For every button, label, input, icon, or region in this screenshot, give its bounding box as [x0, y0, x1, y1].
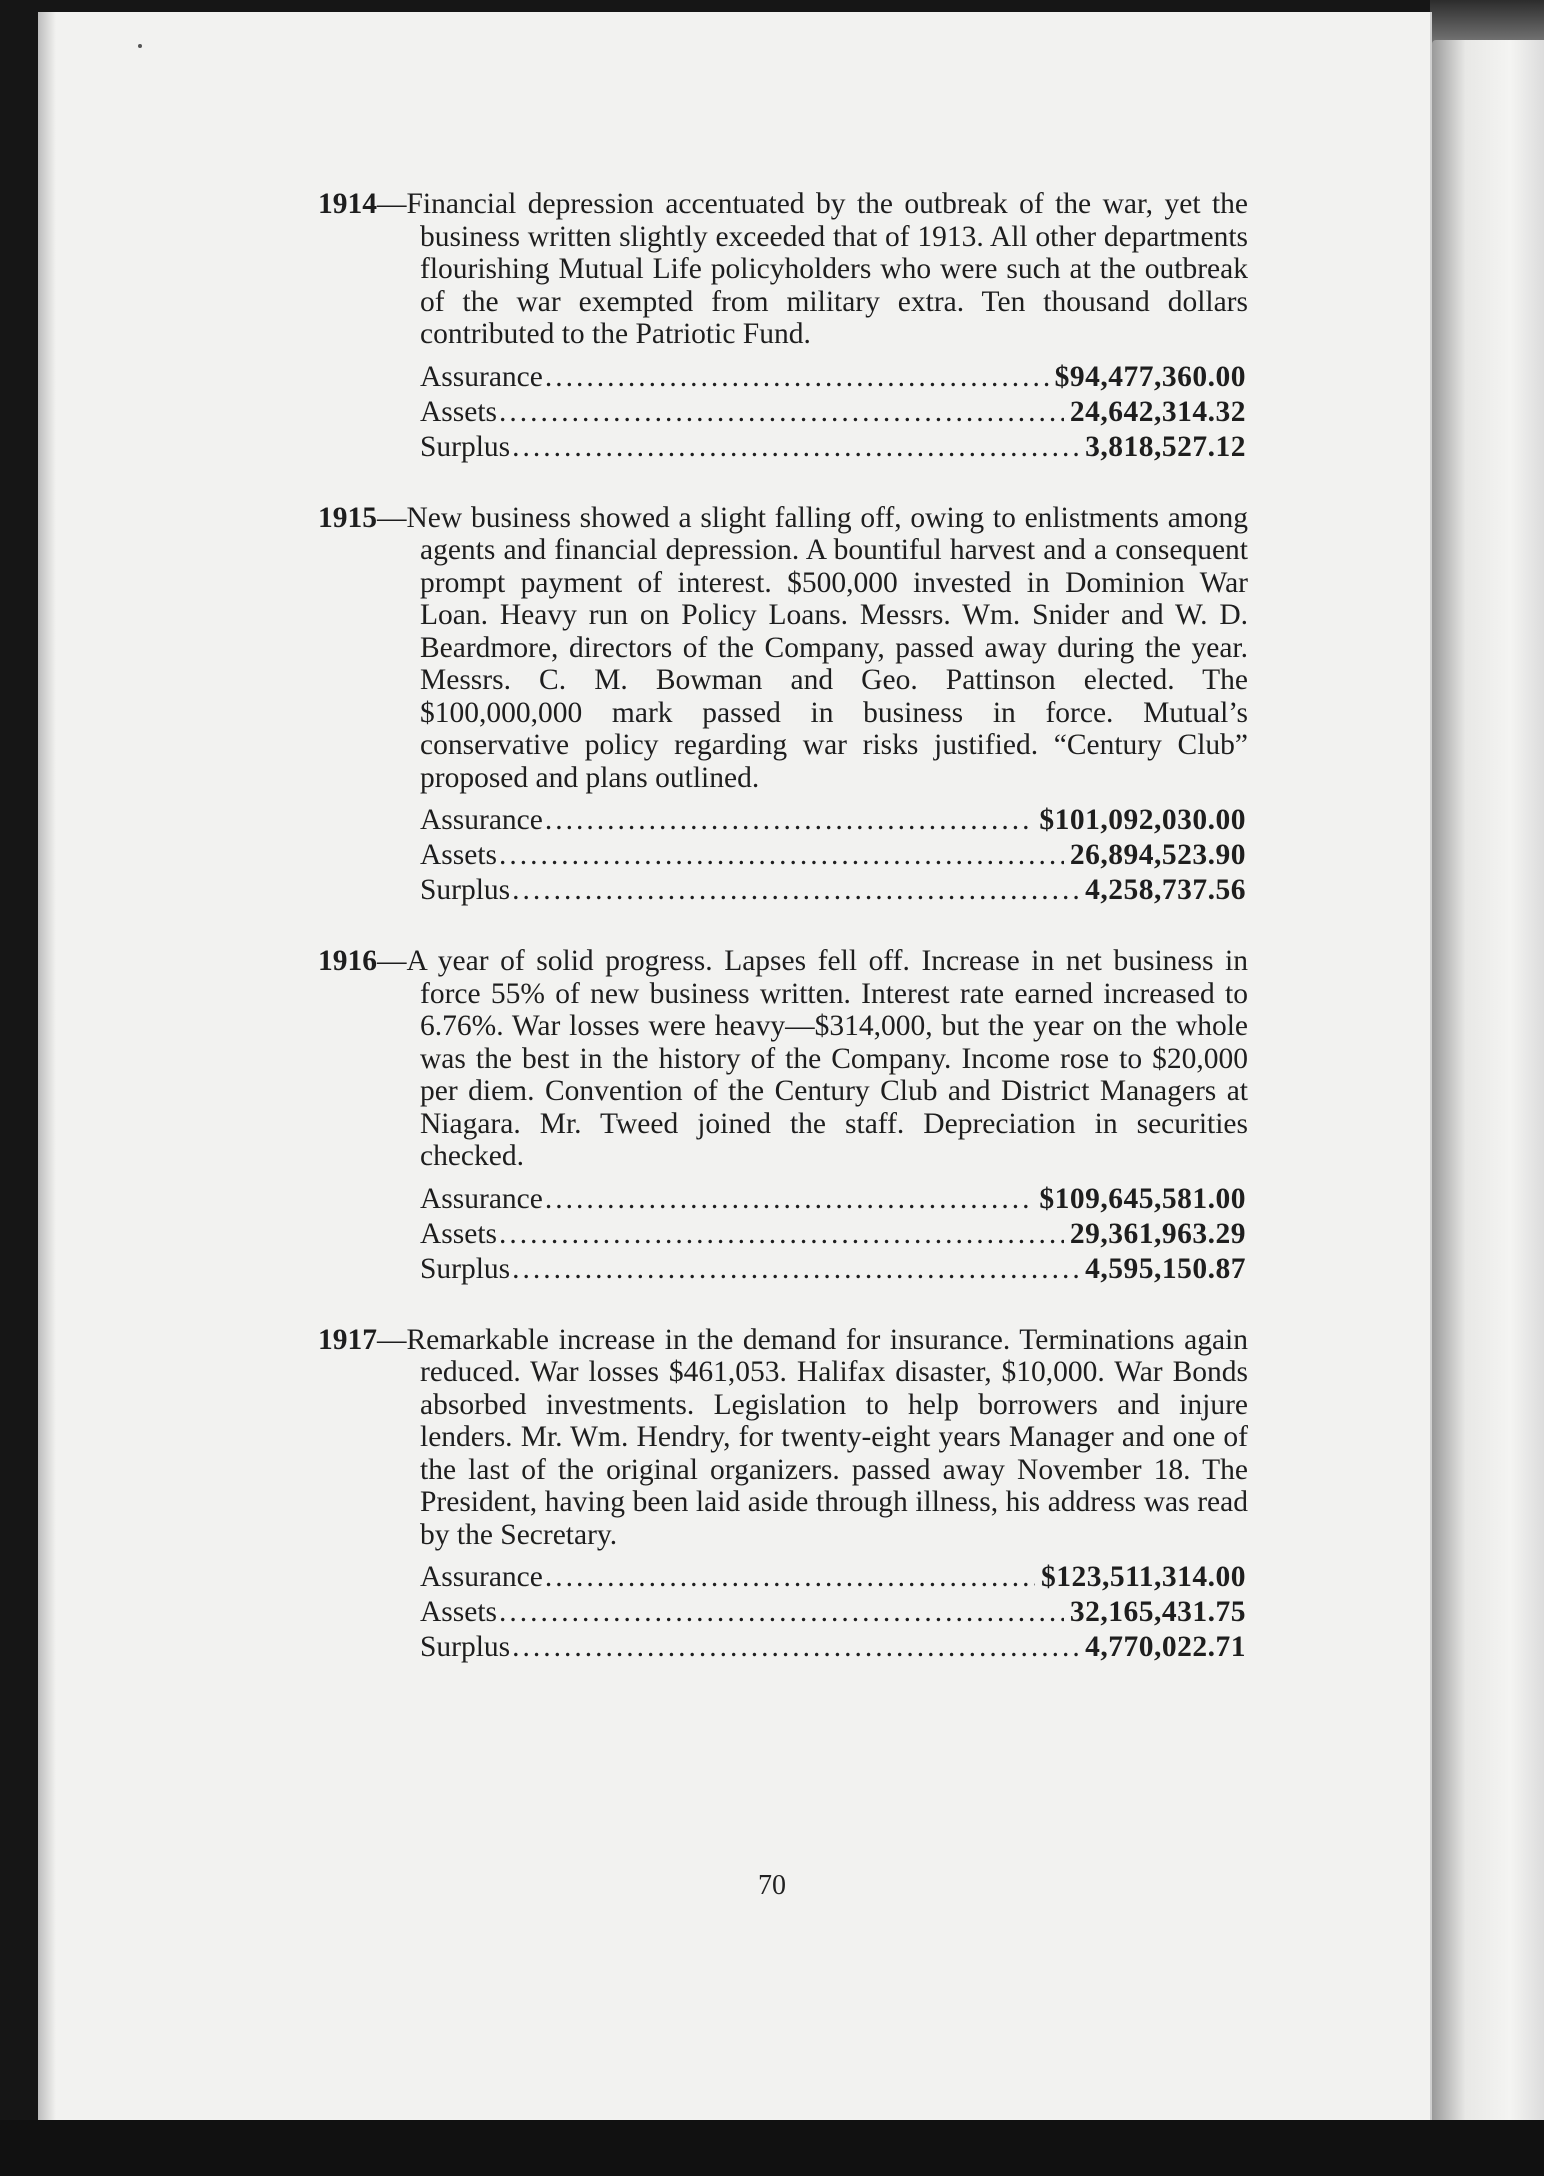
entry-text: Financial depression accentuated by the outbreak of the war, yet the business written slightly exceeded that of 1913. All other departments flourishing Mutual Life policyholders who were such at the outbreak of the war exempted from military extra. Ten thousand dollars contributed to the Patriotic Fund. [406, 188, 1248, 350]
leader-dots [499, 839, 1064, 872]
facing-page-edge [1432, 40, 1544, 2120]
stat-row-assurance [420, 1183, 1246, 1218]
stat-value: 26,894,523.90 [1069, 839, 1246, 871]
stat-row-assurance [420, 1561, 1246, 1596]
leader-dots [512, 874, 1079, 907]
entry-year: 1914 [318, 188, 377, 220]
entry-dash: — [377, 501, 407, 534]
stat-row-assets [420, 1218, 1246, 1253]
entry-dash: — [377, 945, 407, 977]
entry-text: New business showed a slight falling off, owing to enlistments among agents and financial depression. A bountiful harvest and a consequent prompt payment of interest. $500,000 invested in Dominion War Loan. Heavy run on Policy Loans. Messrs. Wm. Snider and W. D. Beardmore, directors of the Company, passed away during the year. Messrs. C. M. Bowman and Geo. Pattinson elected. The $100,000,000 mark passed in business in force. Mutual’s conservative policy regarding war risks justified. “Century Club” proposed and plans outlined. [406, 501, 1248, 794]
leader-dots [545, 361, 1049, 394]
stat-value: 24,642,314.32 [1069, 395, 1246, 428]
stat-label: Assets [420, 395, 498, 428]
leader-dots [512, 1631, 1079, 1664]
stat-value: $109,645,581.00 [1039, 1182, 1246, 1215]
stat-label: Assurance [420, 1561, 543, 1593]
stat-value: 32,165,431.75 [1069, 1596, 1246, 1628]
stat-value: 3,818,527.12 [1085, 430, 1246, 463]
leader-dots [545, 804, 1034, 837]
entry-paragraph [318, 188, 1248, 351]
leader-dots [512, 1253, 1079, 1286]
leader-dots [512, 431, 1079, 464]
entry-text: Remarkable increase in the demand for insurance. Terminations again reduced. War losses $461,053. Halifax disaster, $10,000. War Bonds absorbed investments. Legislation to help borrowers and injure lenders. Mr. Wm. Hendry, for twenty-eight years Manager and one of the last of the original organizers. passed away November 18. The President, having been laid aside through illness, his address was read by the Secretary. [406, 1323, 1248, 1551]
entry-dash: — [377, 188, 407, 220]
stats-table [420, 804, 1246, 909]
entry-year: 1917 [318, 1323, 377, 1356]
page-gutter-shadow [38, 12, 56, 2120]
stat-row-surplus [420, 1631, 1246, 1666]
stat-label: Surplus [420, 430, 511, 463]
entry-year: 1916 [318, 945, 377, 977]
scan-bottom-edge [0, 2120, 1544, 2176]
stat-value: $101,092,030.00 [1039, 804, 1246, 836]
stat-label: Surplus [420, 1252, 511, 1285]
entry-paragraph [318, 945, 1248, 1173]
leader-dots [499, 396, 1064, 429]
stat-label: Assurance [420, 804, 543, 836]
stats-table [420, 361, 1246, 466]
stat-row-surplus [420, 874, 1246, 909]
year-entry-1916 [318, 945, 1248, 1288]
stat-value: 4,770,022.71 [1085, 1631, 1246, 1663]
stat-label: Assurance [420, 360, 543, 393]
stat-value: 4,258,737.56 [1085, 874, 1246, 906]
stat-label: Surplus [420, 1631, 511, 1663]
leader-dots [545, 1561, 1035, 1594]
page-content [318, 188, 1248, 1702]
dust-speck [138, 44, 142, 48]
stat-value: $123,511,314.00 [1041, 1561, 1246, 1593]
entry-text: A year of solid progress. Lapses fell off. Increase in net business in force 55% of new business written. Interest rate earned increased to 6.76%. War losses were heavy—$314,000, but the year on the whole was the best in the history of the Company. Income rose to $20,000 per diem. Convention of the Century Club and District Managers at Niagara. Mr. Tweed joined the staff. Depreciation in securities checked. [406, 945, 1248, 1172]
stat-row-assets [420, 396, 1246, 431]
year-entry-1914 [318, 188, 1248, 466]
stat-label: Assets [420, 1596, 498, 1628]
stat-label: Surplus [420, 874, 511, 906]
stat-label: Assets [420, 1217, 498, 1250]
stat-value: 4,595,150.87 [1085, 1252, 1246, 1285]
stat-row-assets [420, 1596, 1246, 1631]
stat-label: Assets [420, 839, 498, 871]
stats-table [420, 1561, 1246, 1666]
entry-paragraph [318, 1324, 1248, 1552]
leader-dots [499, 1218, 1064, 1251]
stat-label: Assurance [420, 1182, 543, 1215]
leader-dots [545, 1183, 1034, 1216]
stat-row-assurance [420, 804, 1246, 839]
year-entry-1917 [318, 1324, 1248, 1667]
entry-paragraph [318, 502, 1248, 795]
stat-row-assurance [420, 361, 1246, 396]
binding-top-edge [1430, 0, 1544, 44]
page-number: 70 [758, 1870, 786, 1901]
stats-table [420, 1183, 1246, 1288]
entry-dash: — [377, 1323, 407, 1356]
stat-row-assets [420, 839, 1246, 874]
stat-value: 29,361,963.29 [1069, 1217, 1246, 1250]
year-entry-1915 [318, 502, 1248, 910]
leader-dots [499, 1596, 1064, 1629]
stat-row-surplus [420, 1253, 1246, 1288]
stat-value: $94,477,360.00 [1054, 360, 1246, 393]
stat-row-surplus [420, 431, 1246, 466]
entry-year: 1915 [318, 501, 377, 534]
